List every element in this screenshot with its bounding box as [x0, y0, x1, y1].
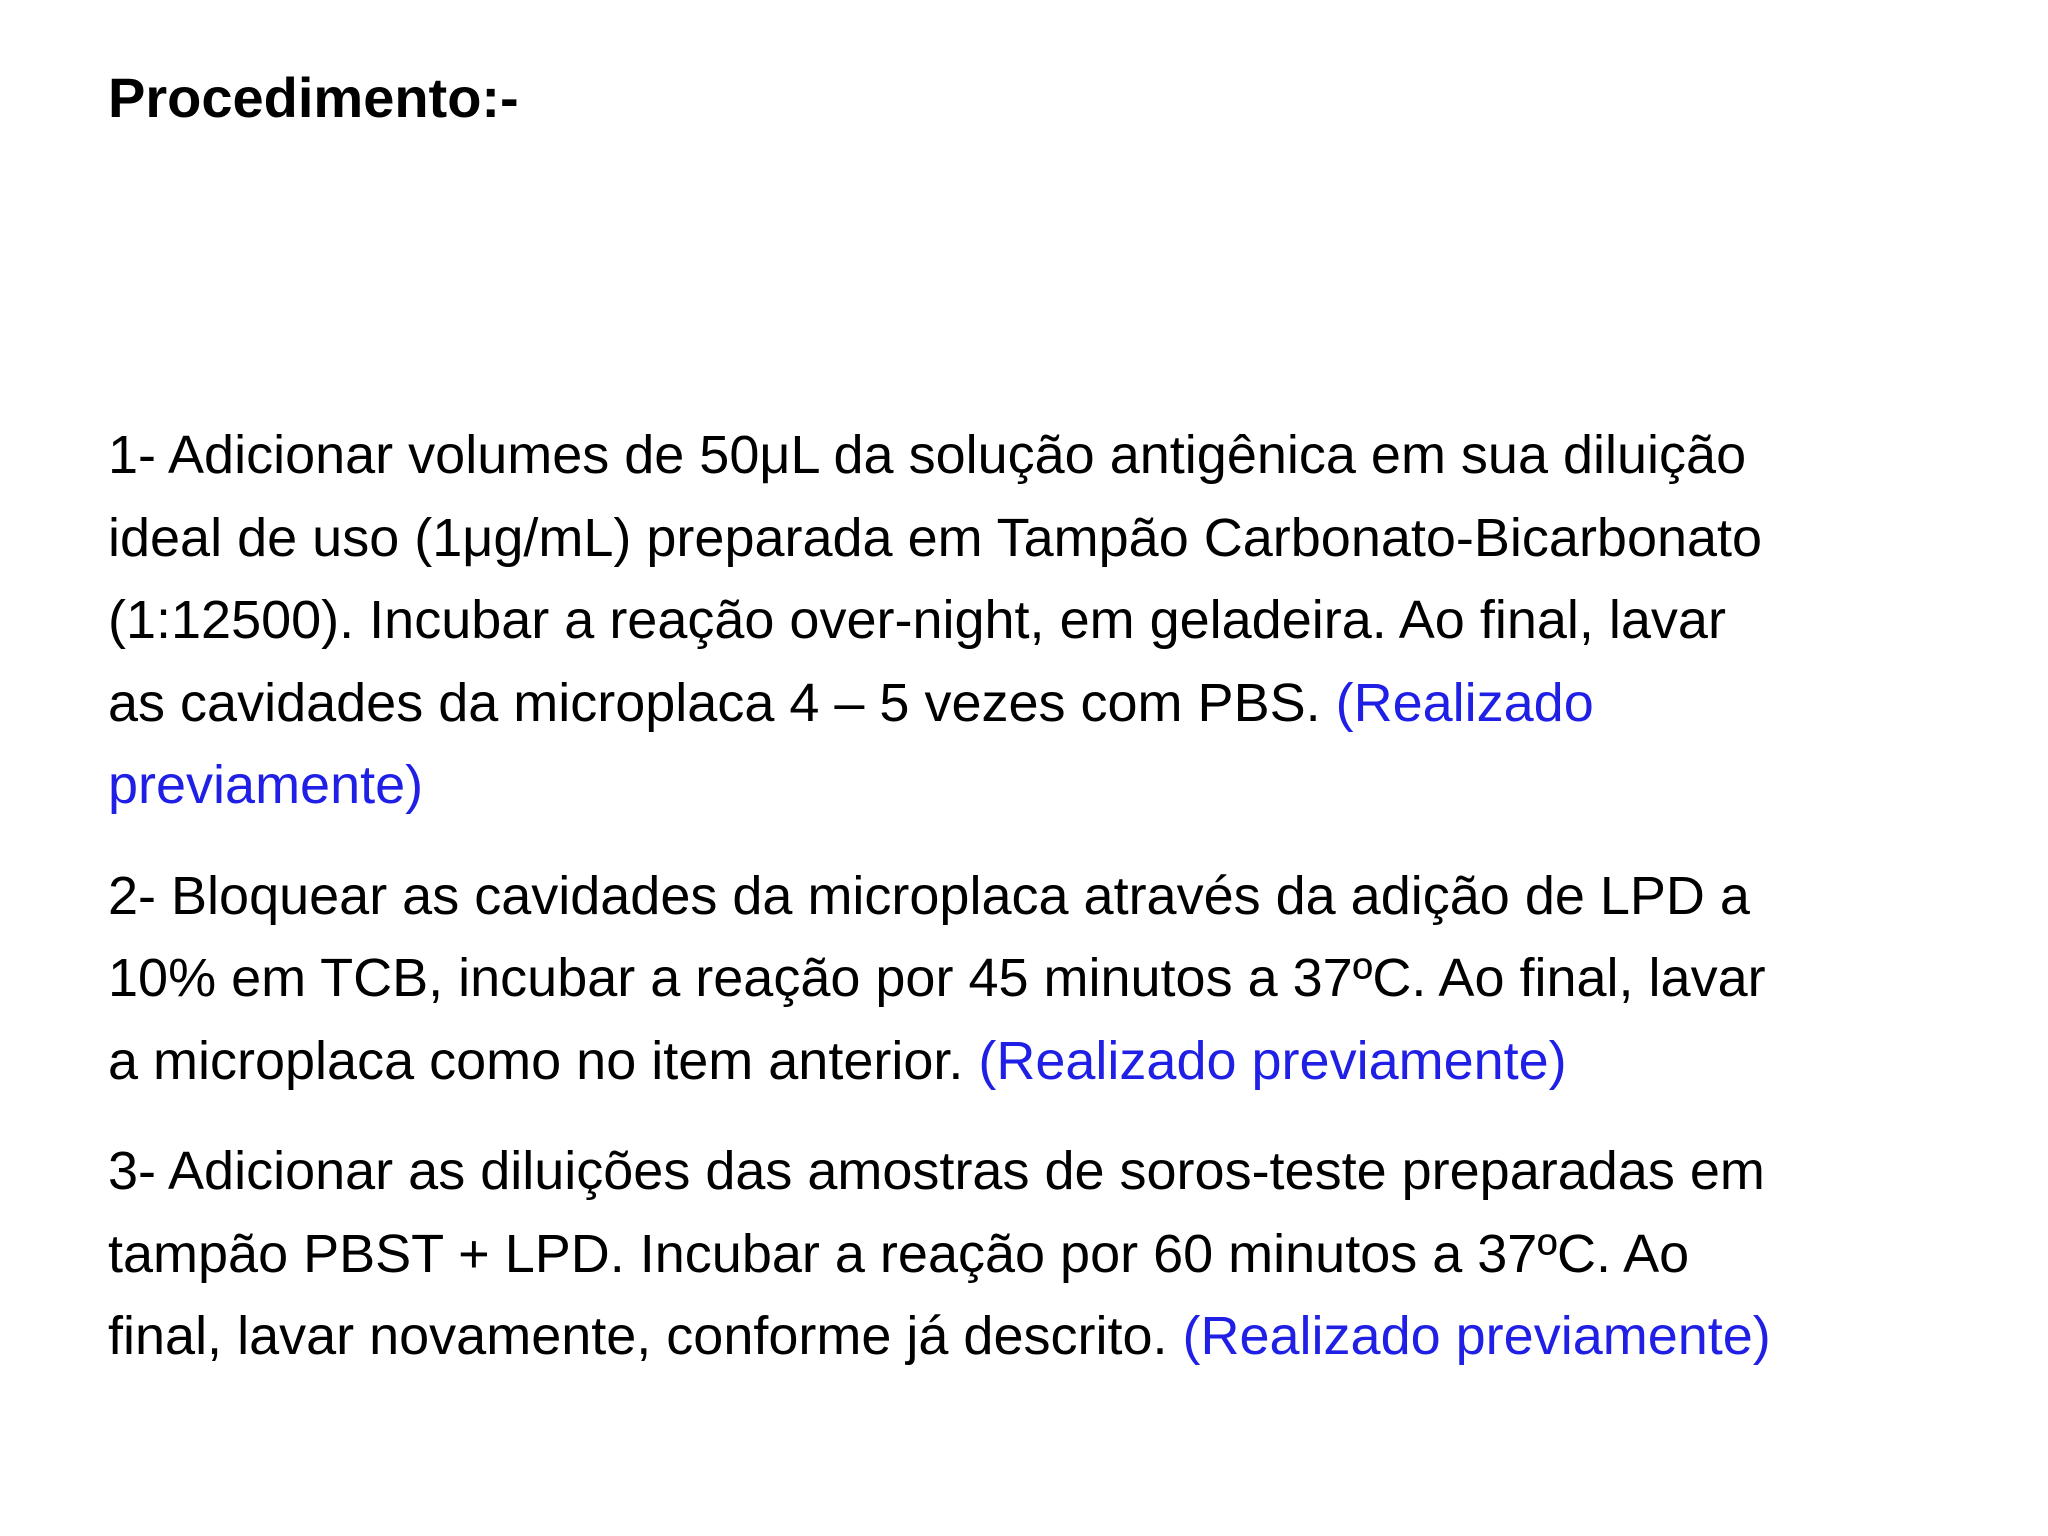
procedure-steps — [108, 414, 2008, 1406]
step-1-line-4 — [108, 662, 2008, 745]
page-title: Procedimento:- — [108, 66, 519, 129]
step-3-line-3 — [108, 1295, 2008, 1378]
step-2-line-2: 10% em TCB, incubar a reação por 45 minutos a 37ºC. Ao final, lavar — [108, 948, 1766, 1008]
step-3-line-2: tampão PBST + LPD. Incubar a reação por 60 minutos a 37ºC. Ao — [108, 1223, 1690, 1284]
step-1-line-3: (1:12500). Incubar a reação over-night, em geladeira. Ao final, lavar — [108, 590, 1726, 650]
step-1-line-4-text: as cavidades da microplaca 4 – 5 vezes com PBS. — [108, 672, 1336, 733]
step-2-line-3-text: a microplaca como no item anterior. — [108, 1030, 979, 1091]
step-3-line-3-text: final, lavar novamente, conforme já descrito. — [108, 1306, 1183, 1366]
step-2-note: (Realizado previamente) — [978, 1030, 1567, 1091]
step-3 — [108, 1130, 2008, 1378]
step-1-note-part2: previamente) — [108, 755, 424, 815]
step-2 — [108, 855, 2008, 1103]
step-1-line-2: ideal de uso (1μg/mL) preparada em Tampão Carbonato-Bicarbonato — [108, 507, 1763, 568]
step-1 — [108, 414, 2008, 827]
step-3-line-1: 3- Adicionar as diluições das amostras de soros-teste preparadas em — [108, 1141, 1765, 1201]
step-2-line-1: 2- Bloquear as cavidades da microplaca através da adição de LPD a — [108, 865, 1750, 926]
step-3-note: (Realizado previamente) — [1182, 1306, 1771, 1366]
step-1-line-1: 1- Adicionar volumes de 50μL da solução antigênica em sua diluição — [108, 425, 1747, 485]
step-1-note-part1: (Realizado — [1335, 672, 1594, 733]
step-2-line-3 — [108, 1020, 2008, 1103]
